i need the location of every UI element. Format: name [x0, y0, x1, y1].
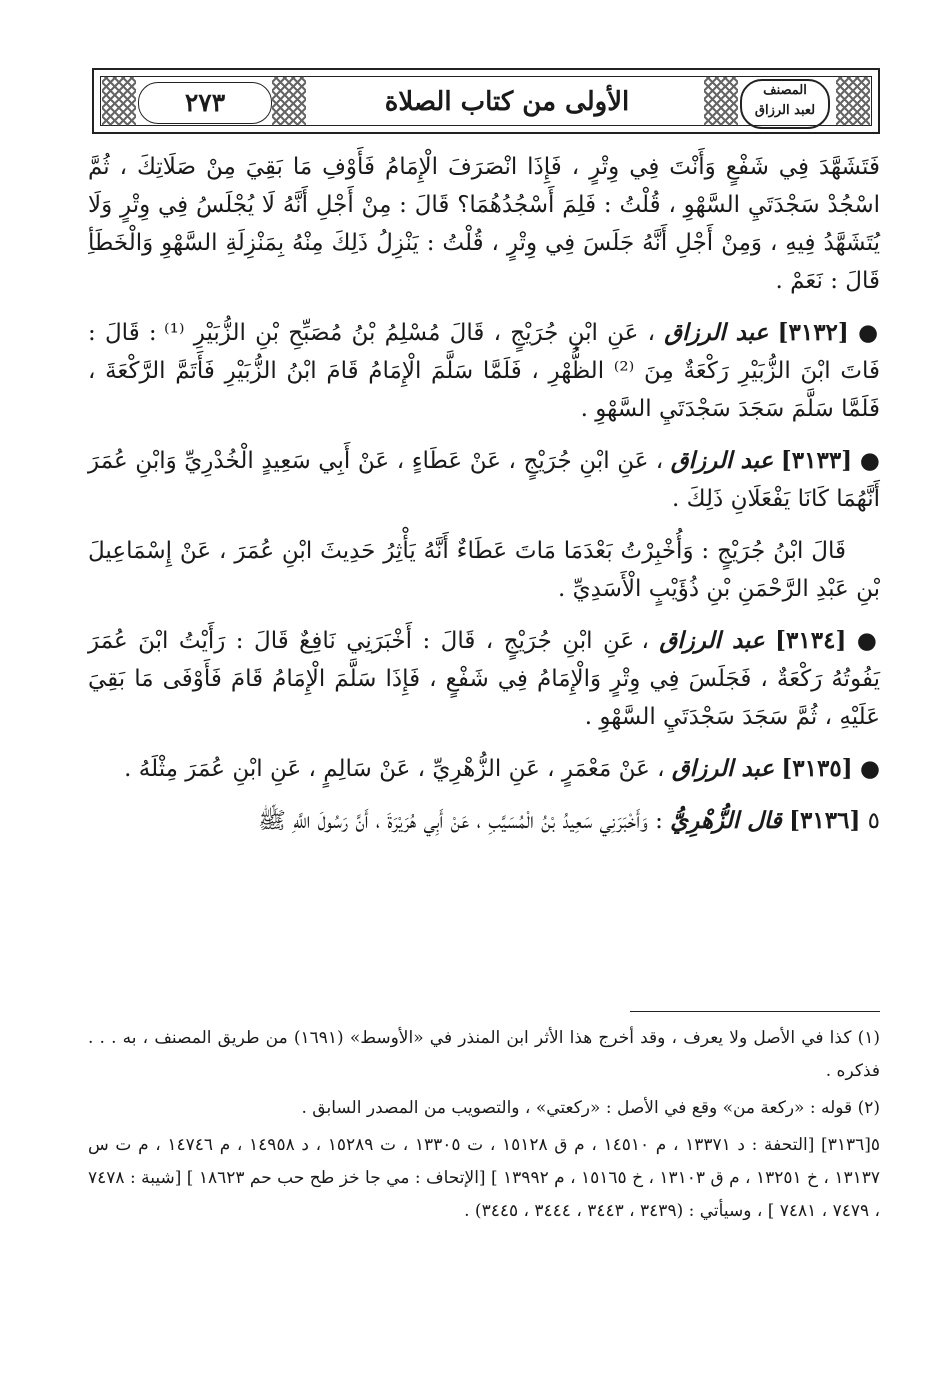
hadith-narrator: عبد الرزاق [671, 755, 775, 782]
seal-line-2: لعبد الرزاق [754, 103, 816, 118]
ornament-icon [102, 76, 136, 126]
ornament-icon [836, 76, 870, 126]
hadith-number: [٣١٣٢] [777, 319, 849, 346]
hadith-number: [٣١٣٦] [789, 807, 861, 834]
note-text: قَالَ ابْنُ جُرَيْجٍ : وَأُخْبِرْتُ بَعْدَمَا مَاتَ عَطَاءٌ أَنَّهُ يَأْثِرُ حَدِيثَ ابْنِ عُمَرَ ، عَنْ إِسْمَاعِيلَ بْنِ عَبْدِ الرَّحْمَنِ بْنِ ذُؤَيْبٍ الْأَسَدِيِّ . [88, 538, 880, 602]
hadith-number: [٣١٣٣] [780, 447, 853, 474]
hadith-narrator: عبد الرزاق [659, 627, 765, 654]
continuation-paragraph: فَتَشَهَّدَ فِي شَفْعٍ وَأَنْتَ فِي وِتْرٍ ، فَإِذَا انْصَرَفَ الْإِمَامُ فَأَوْفِ مَا بَقِيَ مِنْ صَلَاتِكَ ، ثُمَّ اسْجُدْ سَجْدَتَيِ السَّهْوِ ، قُلْتُ : فَلِمَ أَسْجُدُهُمَا؟ قَالَ : مِنْ أَجْلِ أَنَّهُ لَا يُجْلَسُ فِي وِتْرٍ وَلَا يُتَشَهَّدُ فِيهِ ، وَمِنْ أَجْلِ أَنَّهُ جَلَسَ فِي وِتْرٍ ، قُلْتُ : يَنْزِلُ ذَلِكَ مِنْهُ بِمَنْزِلَةِ السَّهْوِ وَالْخَطَأِ قَالَ : نَعَمْ . [88, 154, 880, 294]
hadith-marker: ● [859, 448, 881, 474]
footnote-divider [630, 1011, 880, 1012]
hadith-3132 [88, 314, 880, 428]
running-header [92, 68, 880, 134]
hadith-3134 [88, 622, 880, 736]
hadith-3135 [88, 750, 880, 788]
footnote-1: (١) كذا في الأصل ولا يعرف ، وقد أخرج هذا الأثر ابن المنذر في «الأوسط» (١٦٩١) من طريق المصنف ، به . . . فذكره . [88, 1028, 880, 1081]
footnote-2: (٢) قوله : «ركعة من» وقع في الأصل : «ركعتي» ، والتصويب من المصدر السابق . [301, 1098, 880, 1118]
hadith-marker: ● [859, 756, 880, 782]
hadith-3133 [88, 442, 880, 518]
hadith-text: ، عَنْ مَعْمَرٍ ، عَنِ الزُّهْرِيِّ ، عَنْ سَالِمٍ ، عَنِ ابْنِ عُمَرَ مِثْلَهُ . [124, 756, 665, 782]
ornament-icon [704, 76, 738, 126]
hadith-marker: ● [858, 320, 881, 346]
hadith-marker: ● [856, 628, 880, 654]
hadith-narrator: عبد الرزاق [664, 319, 769, 346]
hadith-marker: ٥ [867, 808, 880, 834]
running-title: الأولى من كتاب الصلاة [384, 87, 630, 117]
footnotes [88, 1022, 880, 1232]
hadith-3136 [88, 802, 880, 840]
book-seal-logo [740, 79, 830, 129]
page-number: ٢٧٣ [138, 82, 272, 124]
ibn-jurayj-note [88, 532, 880, 608]
hadith-text: ، عَنِ ابْنِ جُرَيْجٍ ، قَالَ : أَخْبَرَنِي نَافِعٌ قَالَ : رَأَيْتُ ابْنَ عُمَرَ يَفُوتُهُ رَكْعَةٌ ، فَجَلَسَ فِي وِتْرٍ وَالْإِمَامُ فِي شَفْعٍ ، فَإِذَا سَلَّمَ الْإِمَامُ قَامَ فَأَوْفَى مَا بَقِيَ عَلَيْهِ ، ثُمَّ سَجَدَ سَجْدَتَيِ السَّهْوِ . [88, 628, 880, 730]
hadith-narrator: عبد الرزاق [670, 447, 774, 474]
hadith-text: ، عَنِ ابْنِ جُرَيْجٍ ، عَنْ عَطَاءٍ ، عَنْ أَبِي سَعِيدٍ الْخُدْرِيِّ وَابْنِ عُمَرَ أَنَّهُمَا كَانَا يَفْعَلَانِ ذَلِكَ . [88, 448, 880, 512]
seal-line-1: المصنف [763, 83, 807, 98]
hadith-text: ، عَنِ ابْنِ جُرَيْجٍ ، قَالَ مُسْلِمُ بْنُ مُصَبِّحِ بْنِ الزُّبَيْرِ ⁽¹⁾ : قَالَ : فَاتَ ابْنَ الزُّبَيْرِ رَكْعَةٌ مِنَ ⁽²⁾ الظُّهْرِ ، فَلَمَّا سَلَّمَ الْإِمَامُ قَامَ ابْنُ الزُّبَيْرِ فَأَتَمَّ الرَّكْعَةَ ، فَلَمَّا سَلَّمَ سَجَدَ سَجْدَتَيِ السَّهْوِ . [88, 320, 881, 422]
hadith-number: [٣١٣٥] [781, 755, 853, 782]
main-text [88, 148, 880, 854]
hadith-number: [٣١٣٤] [775, 627, 847, 654]
footnote-takhrij-3136: ٥[٣١٣٦] [التحفة : د ١٣٣٧١ ، م ١٤٥١٠ ، م ق ١٥١٢٨ ، ت ١٣٣٠٥ ، ت ١٥٢٨٩ ، د ١٤٩٥٨ ، م ١٤٧٤٦ ، م ت س ١٣١٣٧ ، خ ١٣٢٥١ ، م ق ١٣١٠٣ ، خ ١٥١٦٥ ، م ١٣٩٩٢ ] [الإتحاف : مي جا خز طح حب حم ١٨٦٢٣ ] [شيبة : ٧٤٧٨ ، ٧٤٧٩ ، ٧٤٨١ ] ، وسيأتي : (٣٤٣٩ ، ٣٤٤٣ ، ٣٤٤٤ ، ٣٤٤٥) . [88, 1135, 880, 1221]
ornament-icon [272, 76, 306, 126]
hadith-narrator: قال الزُّهْرِيُّ [670, 807, 782, 834]
hadith-text: : وَأَخْبَرَنِي سَعِيدُ بْنُ الْمُسَيَّبِ ، عَنْ أَبِي هُرَيْرَةَ ، أَنَّ رَسُولَ اللَّهِ ﷺ [258, 808, 663, 834]
